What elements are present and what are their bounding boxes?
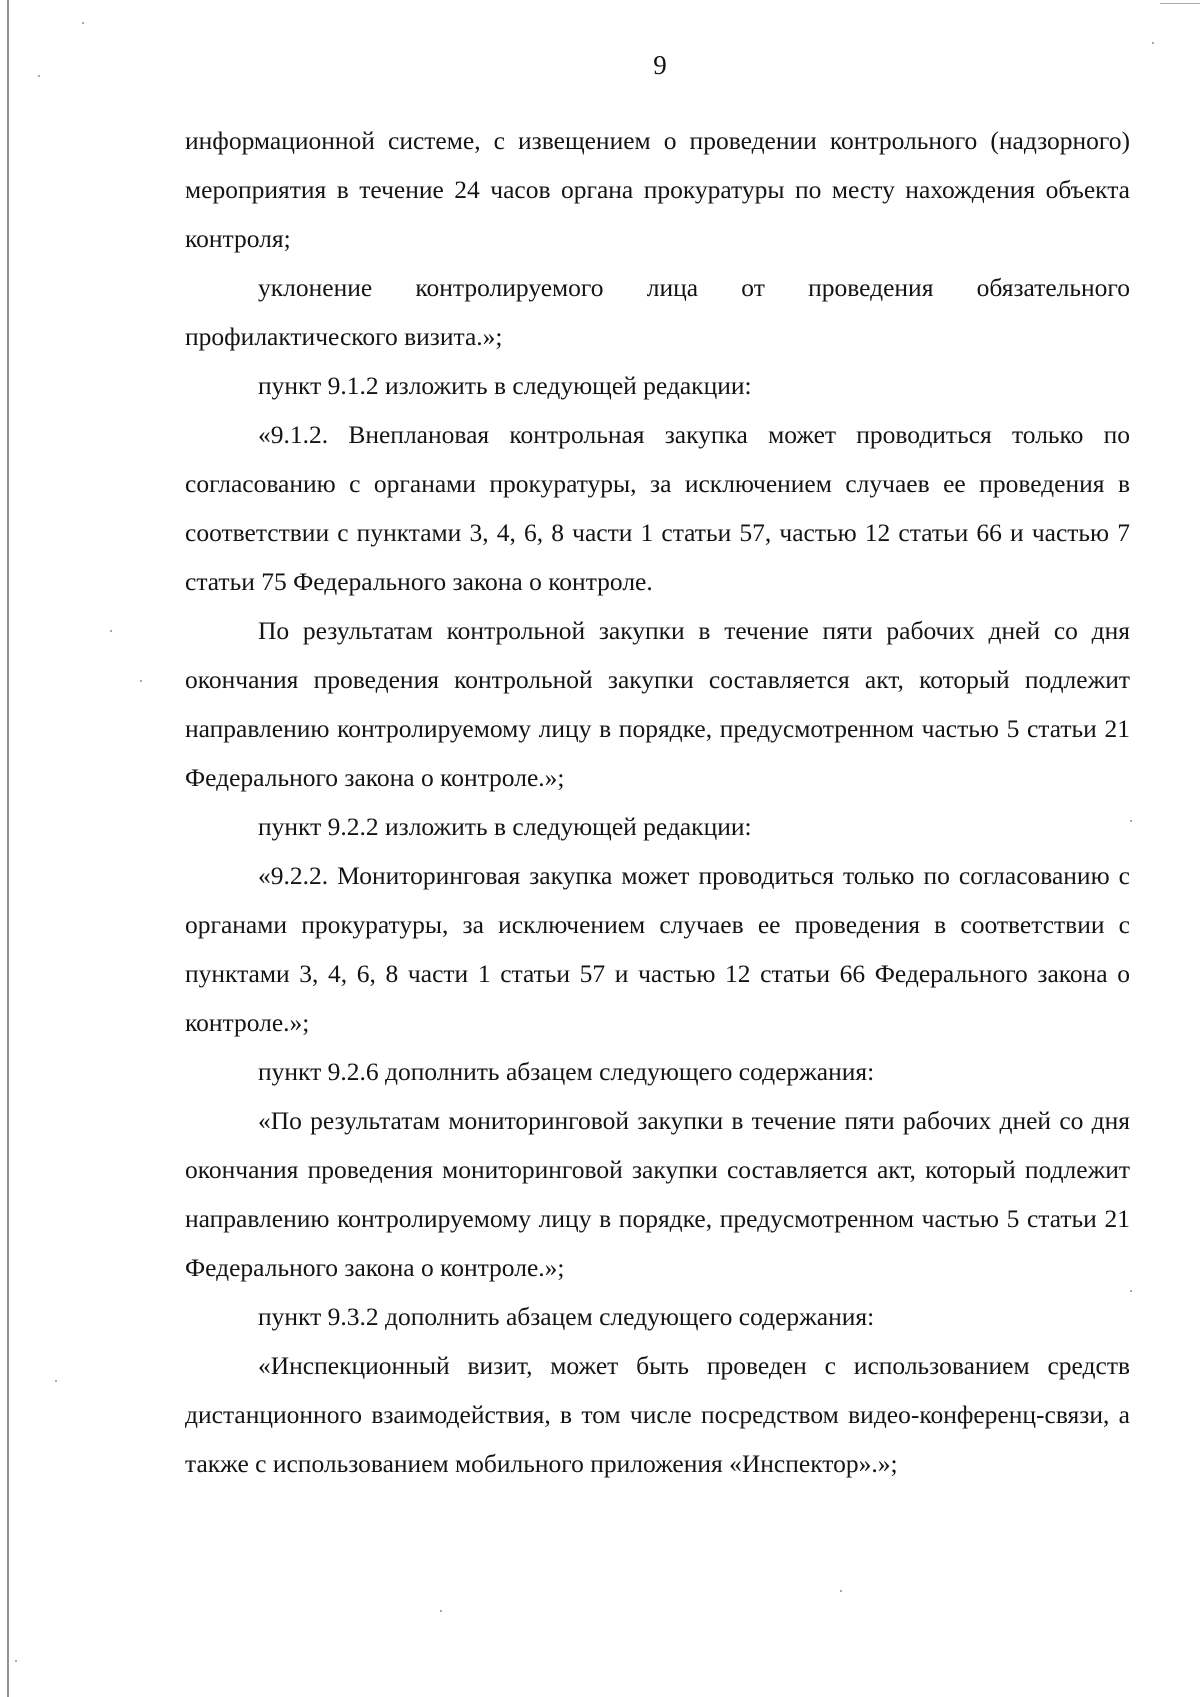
scan-speck — [1152, 42, 1154, 44]
scan-speck — [55, 1380, 57, 1382]
paragraph: По результатам контрольной закупки в течение пяти рабочих дней со дня окончания проведения контрольной закупки составляется акт, который подлежит направлению контролируемому лицу в порядке, предусмотренном частью 5 статьи 21 Федерального закона о контроле.»; — [185, 616, 1130, 792]
scan-speck — [82, 22, 84, 24]
paragraph: пункт 9.2.2 изложить в следующей редакции: — [258, 812, 752, 841]
paragraph: уклонение контролируемого лица от проведения обязательного профилактического визита.»; — [185, 273, 1130, 351]
scan-top-mark — [1160, 3, 1200, 4]
scan-speck — [140, 680, 142, 682]
paragraph: информационной системе, с извещением о проведении контрольного (надзорного) мероприятия в течение 24 часов органа прокуратуры по месту нахождения объекта контроля; — [185, 126, 1130, 253]
scan-speck — [1130, 1290, 1132, 1292]
document-body — [185, 116, 1130, 1488]
scan-speck — [440, 1610, 442, 1612]
page-number: 9 — [653, 50, 667, 80]
scan-edge-line — [7, 0, 9, 1697]
paragraph: «9.1.2. Внеплановая контрольная закупка может проводиться только по согласованию с органами прокуратуры, за исключением случаев ее проведения в соответствии с пунктами 3, 4, 6, 8 части 1 статьи 57, частью 12 статьи 66 и частью 7 статьи 75 Федерального закона о контроле. — [185, 420, 1130, 596]
scan-speck — [110, 630, 112, 632]
paragraph: «Инспекционный визит, может быть проведен с использованием средств дистанционного взаимодействия, в том числе посредством видео-конференц-связи, а также с использованием мобильного приложения «Инспектор».»; — [185, 1351, 1130, 1478]
paragraph: «9.2.2. Мониторинговая закупка может проводиться только по согласованию с органами прокуратуры, за исключением случаев ее проведения в соответствии с пунктами 3, 4, 6, 8 части 1 статьи 57 и частью 12 статьи 66 Федерального закона о контроле.»; — [185, 861, 1130, 1037]
scan-speck — [15, 1660, 17, 1662]
paragraph: «По результатам мониторинговой закупки в течение пяти рабочих дней со дня окончания проведения мониторинговой закупки составляется акт, который подлежит направлению контролируемому лицу в порядке, предусмотренном частью 5 статьи 21 Федерального закона о контроле.»; — [185, 1106, 1130, 1282]
paragraph: пункт 9.3.2 дополнить абзацем следующего содержания: — [258, 1302, 875, 1331]
paragraph: пункт 9.2.6 дополнить абзацем следующего содержания: — [258, 1057, 875, 1086]
scan-speck — [1130, 820, 1132, 822]
scan-speck — [840, 1590, 842, 1592]
paragraph: пункт 9.1.2 изложить в следующей редакции: — [258, 371, 752, 400]
